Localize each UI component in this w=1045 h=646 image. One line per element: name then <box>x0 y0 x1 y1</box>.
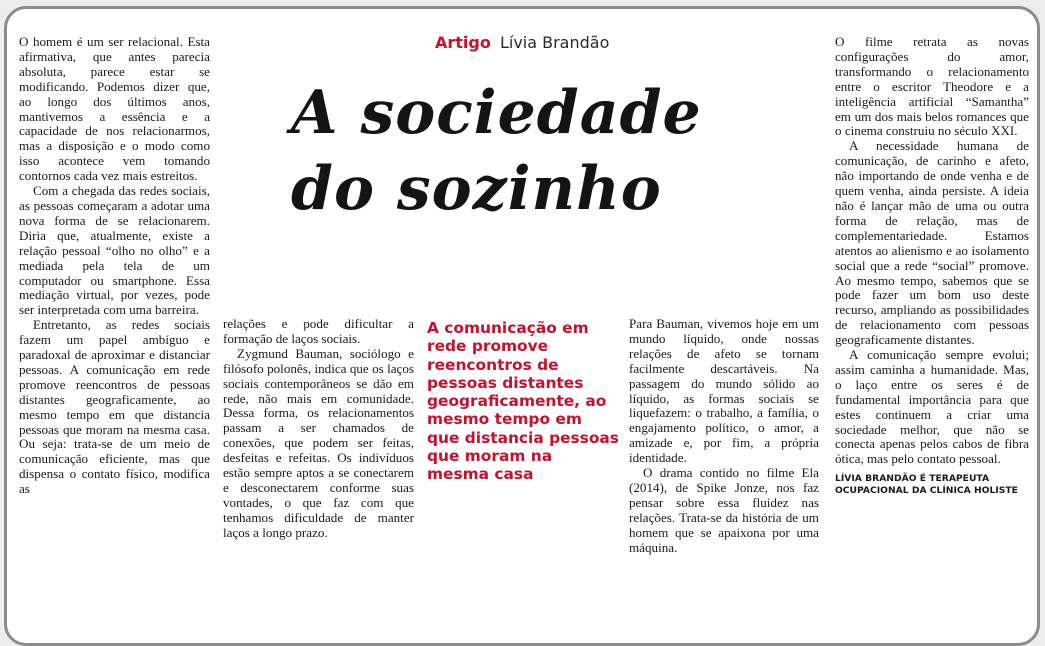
headline-line-2: do sozinho <box>291 154 662 224</box>
paragraph: A necessidade humana de comunicação, de carinho e afeto, não importando de onde venha e de quem venha, ainda persiste. A ideia não é lançar mão de uma ou outra forma de relação, mas de complementariedade. Estamos atentos ao alienismo e ao isolamento social que a rede “social” promove. Ao mesmo tempo, sabemos que se pode fazer um bom uso deste recurso, ampliando as possibilidades de relacionamento com pessoas geograficamente distantes. <box>835 138 1029 348</box>
paragraph: O drama contido no filme Ela (2014), de Spike Jonze, nos faz pensar sobre essa fluidez nas relações. Trata-se da história de um homem que se apaixona por uma máquina. <box>629 465 819 555</box>
text-column-1 <box>19 35 210 497</box>
byline <box>435 33 609 53</box>
paragraph: A comunicação sempre evolui; assim caminha a humanidade. Mas, o laço entre os seres é de fundamental importância para que estes continuem a criar uma sociedade melhor, que não se conecta apenas pelos cabos de fibra ótica, mas pelo contato pessoal. <box>835 347 1029 467</box>
paragraph: Com a chegada das redes sociais, as pessoas começaram a adotar uma nova forma de se relacionarem. Diria que, atualmente, existe a relação pessoal “olho no olho” e a mediada pela tela de um computador ou smartphone. Essa mediação virtual, por vezes, pode ser interpretada com uma barreira. <box>19 183 210 318</box>
text-column-2 <box>223 317 414 541</box>
text-column-5 <box>835 35 1029 497</box>
paragraph: relações e pode dificultar a formação de laços sociais. <box>223 316 414 346</box>
paragraph: O homem é um ser relacional. Esta afirmativa, que antes parecia absoluta, parece estar se modificando. Podemos dizer que, ao longo dos últimos anos, mantivemos a essência e a capacidade de nos relacionarmos, mas a disposição e o modo como isso acontece vem tomando contornos cada vez mais estreitos. <box>19 34 210 184</box>
headline <box>291 75 721 227</box>
paragraph: Zygmund Bauman, sociólogo e filósofo polonês, indica que os laços sociais contemporâneos se dão em rede, não mais em comunidade. Dessa forma, os relacionamentos passam a ser chamados de conexões, que podem ser feitas, desfeitas e refeitas. Os indivíduos estão sempre aptos a se conectarem e desconectarem conforme suas vontades, o que faz com que tenhamos dificuldade de manter laços a longo prazo. <box>223 345 414 540</box>
author-signature: LÍVIA BRANDÃO É TERAPEUTA OCUPACIONAL DA CLÍNICA HOLISTE <box>835 473 1018 497</box>
paragraph: Entretanto, as redes sociais fazem um papel ambíguo e paradoxal de aproximar e distanciar pessoas. A comunicação em rede promove reencontros de pessoas distantes geograficamente, ao mesmo tempo em que distancia pessoas que moram na mesma casa. Ou seja: trata-se de um meio de comunicação eficiente, mas que dispensa o contato físico, modifica as <box>19 317 210 497</box>
author-name: Lívia Brandão <box>499 33 610 52</box>
headline-line-1: A sociedade <box>291 78 702 148</box>
paragraph: O filme retrata as novas configurações do amor, transformando o relacionamento entre o escritor Theodore e a inteligência artificial “Samantha” em um dos mais belos romances que o cinema construiu no século XXI. <box>835 34 1029 139</box>
text-column-4 <box>629 317 819 556</box>
pull-quote: A comunicação em rede promove reencontros de pessoas distantes geograficamente, ao mesmo tempo em que distancia pessoas que moram na mesma casa <box>427 319 619 484</box>
newspaper-page <box>4 6 1040 646</box>
paragraph: Para Bauman, vivemos hoje em um mundo líquido, onde nossas relações de afeto se tornam facilmente descartáveis. Na passagem do mundo sólido ao líquido, as formas sociais se liquefazem: o trabalho, a família, o engajamento político, o amor, a amizade e, por fim, a própria identidade. <box>629 316 819 466</box>
section-tag: Artigo <box>435 33 491 52</box>
